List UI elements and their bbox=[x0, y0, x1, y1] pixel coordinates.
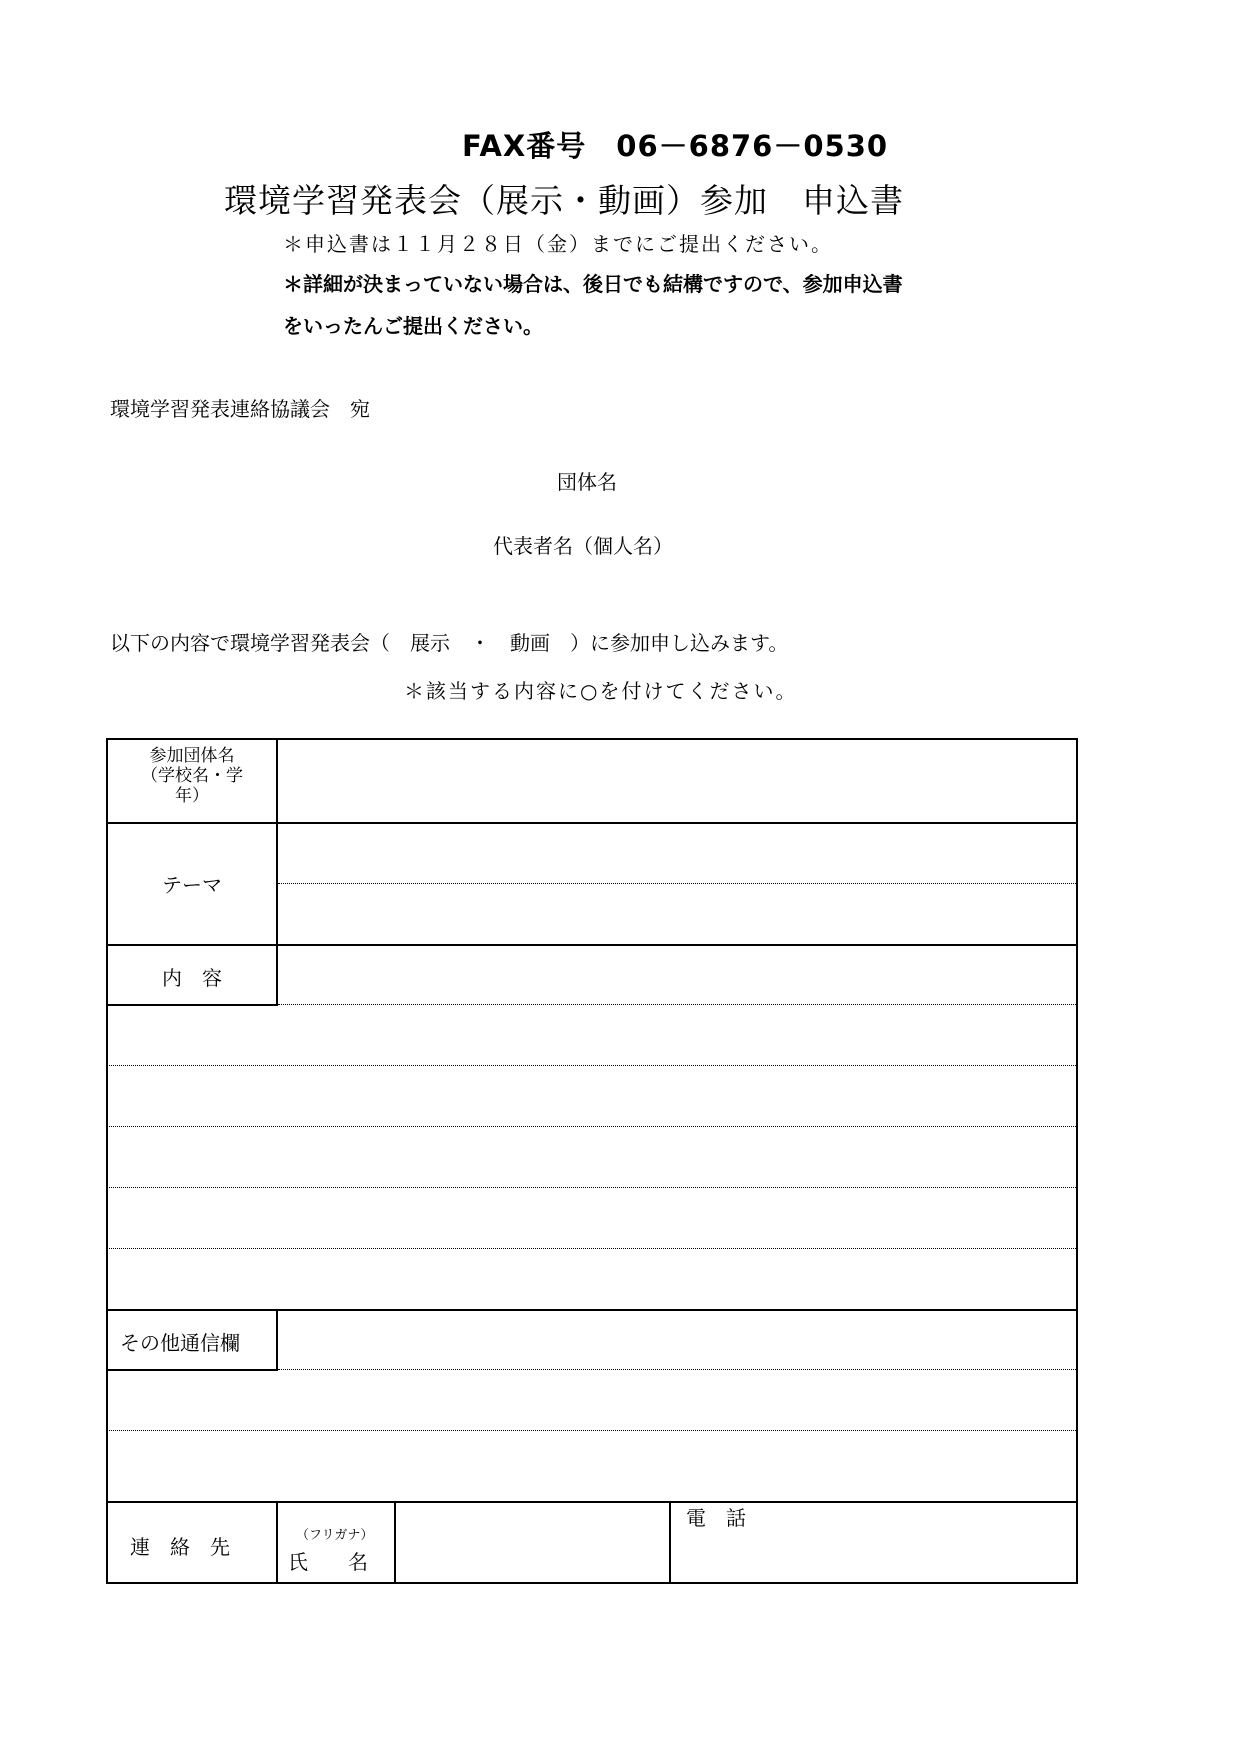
addressee: 環境学習発表連絡協議会 宛 bbox=[110, 397, 370, 421]
content-dotted-line bbox=[106, 1126, 1078, 1127]
other-dotted-line bbox=[278, 1369, 1078, 1370]
content-dotted-line bbox=[106, 1065, 1078, 1066]
details-note-line-1: ＊詳細が決まっていない場合は、後日でも結構ですので、参加申込書 bbox=[283, 272, 903, 296]
details-note-line-2: をいったんご提出ください。 bbox=[283, 314, 543, 338]
content-label-bottom bbox=[106, 1004, 278, 1006]
deadline-note: ＊申込書は１１月２８日（金）までにご提出ください。 bbox=[283, 232, 833, 256]
circle-instruction: ＊該当する内容に○を付けてください。 bbox=[404, 679, 798, 703]
phone-label: 電 話 bbox=[686, 1506, 746, 1530]
content-dotted-line bbox=[106, 1187, 1078, 1188]
content-label: 内 容 bbox=[162, 966, 222, 990]
other-dotted-line bbox=[106, 1430, 1078, 1431]
group-name-label-line-2: （学校名・学 bbox=[141, 766, 243, 786]
label-divider-other bbox=[276, 1309, 278, 1369]
other-comms-label: その他通信欄 bbox=[120, 1331, 240, 1355]
other-label-bottom bbox=[106, 1369, 278, 1371]
contact-label: 連 絡 先 bbox=[130, 1535, 230, 1559]
fax-number: FAX番号 06－6876－0530 bbox=[462, 129, 889, 163]
application-statement: 以下の内容で環境学習発表会（ 展示 ・ 動画 ）に参加申し込みます。 bbox=[110, 631, 789, 655]
table-border bbox=[106, 738, 1078, 1584]
theme-label: テーマ bbox=[162, 873, 222, 897]
content-dotted-line bbox=[106, 1248, 1078, 1249]
row-divider bbox=[106, 1501, 1078, 1503]
label-divider-content bbox=[276, 944, 278, 1004]
label-divider-group bbox=[276, 738, 278, 822]
row-divider bbox=[106, 944, 1078, 946]
contact-divider-2 bbox=[394, 1501, 396, 1584]
group-name-label-line-1: 参加団体名 bbox=[149, 746, 235, 766]
furigana-label: （フリガナ） bbox=[296, 1528, 374, 1543]
contact-divider-3 bbox=[669, 1501, 671, 1584]
theme-dotted-line bbox=[278, 883, 1078, 884]
row-divider bbox=[106, 822, 1078, 824]
group-name-label-line-3: 年） bbox=[175, 786, 209, 806]
row-divider bbox=[106, 1309, 1078, 1311]
name-label: 氏 名 bbox=[288, 1550, 368, 1574]
organization-label: 団体名 bbox=[557, 470, 617, 494]
group-name-label bbox=[108, 746, 276, 806]
content-dotted-line bbox=[278, 1004, 1078, 1005]
representative-label: 代表者名（個人名） bbox=[493, 534, 673, 558]
application-form-table bbox=[106, 738, 1078, 1584]
contact-divider-1 bbox=[276, 1501, 278, 1584]
page-title: 環境学習発表会（展示・動画）参加 申込書 bbox=[224, 181, 904, 220]
